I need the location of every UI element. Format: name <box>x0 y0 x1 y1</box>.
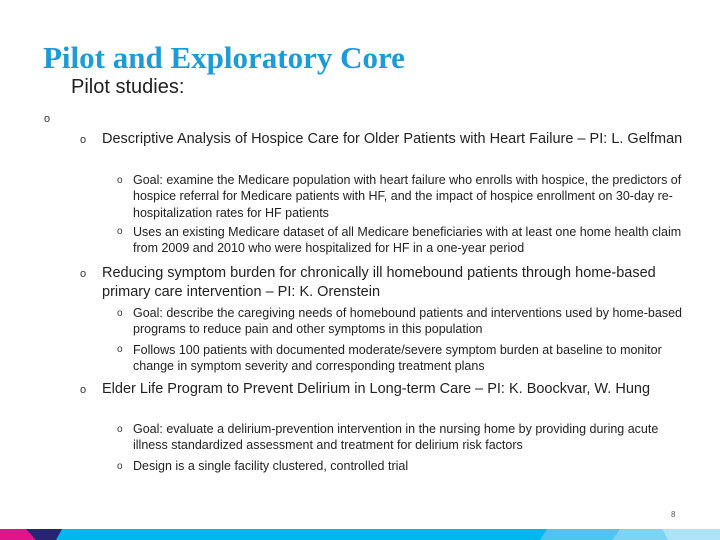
bullet-icon: o <box>117 308 123 319</box>
study-3-point-2: Design is a single facility clustered, controlled trial <box>133 459 409 473</box>
study-2-point-2: Follows 100 patients with documented moderate/severe symptom burden at baseline to monitor change in symptom severity and corresponding treatment plans <box>133 343 662 374</box>
study-3-label: Elder Life Program to Prevent Delirium in Long-term Care – PI: K. Boockvar, W. Hung <box>102 381 651 397</box>
bullet-icon: o <box>117 424 123 435</box>
bullet-icon: o <box>80 268 87 280</box>
bullet-icon: o <box>117 344 123 355</box>
study-2-label: Reducing symptom burden for chronically ill homebound patients through home-based primary care intervention – PI: K. Orenstein <box>102 265 656 300</box>
study-1-label: Descriptive Analysis of Hospice Care for Older Patients with Heart Failure – PI: L. Gelfman <box>102 131 683 147</box>
study-2-point-1: Goal: describe the caregiving needs of homebound patients and interventions used by home-based programs to reduce pain and other symptoms in this population <box>133 306 682 337</box>
footer-color-bar <box>0 529 720 540</box>
bar-light-1 <box>540 529 620 540</box>
page-number: 8 <box>671 510 676 519</box>
bar-light-2 <box>612 529 668 540</box>
bar-light-3 <box>662 529 720 540</box>
study-3-point-1: Goal: evaluate a delirium-prevention intervention in the nursing home by providing during acute illness standardized assessment and treatment for delirium risk factors <box>133 422 659 453</box>
bullet-icon: o <box>44 113 51 125</box>
study-1-point-2: Uses an existing Medicare dataset of all Medicare beneficiaries with at least one home health claim from 2009 and 2010 who were hospitalized for HF in a one-year period <box>133 225 682 256</box>
study-1-point-1: Goal: examine the Medicare population with heart failure who enrolls with hospice, the predictors of hospice referral for Medicare patients with HF, and the impact of hospice enrollment on 30-day re-hospitalization rates for HF patients <box>133 173 682 220</box>
heading: Pilot studies: <box>71 76 185 98</box>
bullet-icon: o <box>117 226 123 237</box>
bullet-icon: o <box>80 384 87 396</box>
bullet-icon: o <box>117 175 123 186</box>
bullet-icon: o <box>80 134 87 146</box>
slide-title: Pilot and Exploratory Core <box>43 40 405 75</box>
bullet-icon: o <box>117 461 123 472</box>
